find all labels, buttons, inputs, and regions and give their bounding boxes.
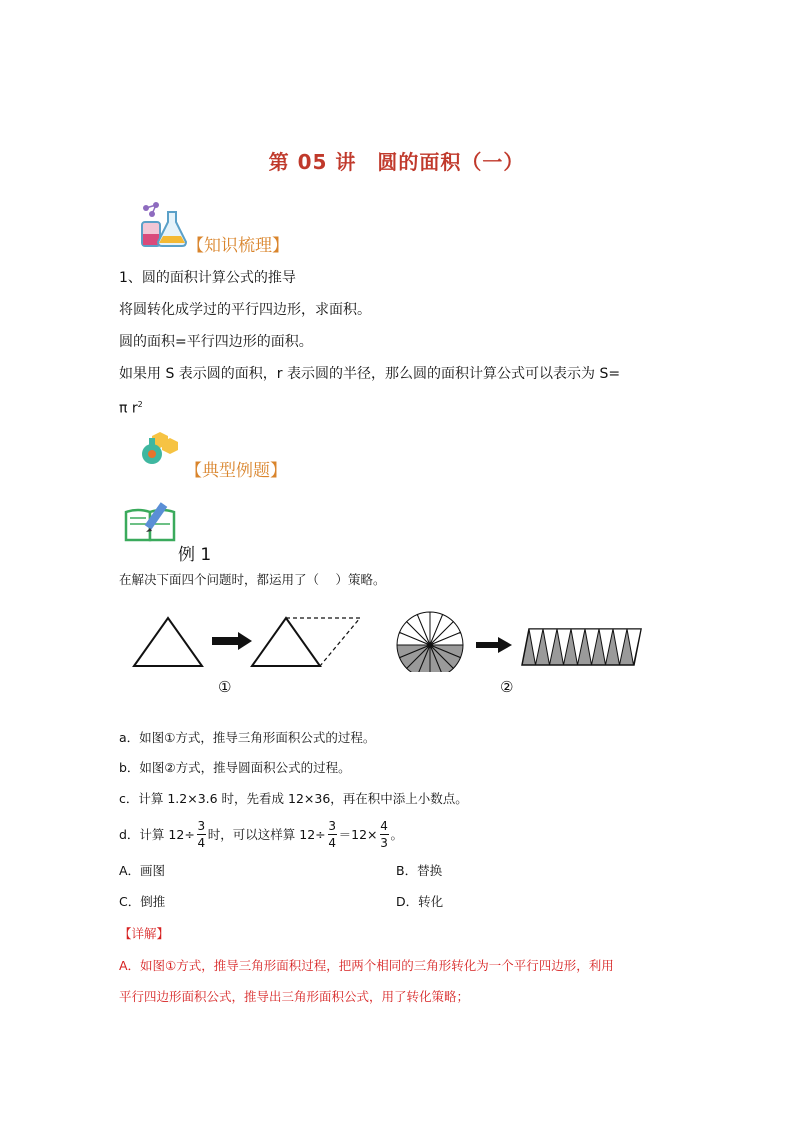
arrow-shaft (212, 637, 238, 645)
lab-icon (138, 430, 182, 466)
triangle-copy (252, 618, 320, 666)
answer-line2: 平行四边形面积公式，推导出三角形面积公式，用了转化策略； (119, 989, 470, 1004)
choice-b: B．替换 (396, 863, 443, 878)
answer-label: 【详解】 (119, 926, 170, 941)
option-d-end: 。 (390, 826, 404, 842)
example-label: 例 1 (178, 545, 212, 565)
knowledge-line3: 如果用 S 表示圆的面积，r 表示圆的半径，那么圆的面积计算公式可以表示为 S= (119, 366, 621, 382)
knowledge-heading: 1、圆的面积计算公式的推导 (119, 270, 296, 286)
frac2-den: 4 (328, 836, 336, 850)
arrow-head-2 (498, 637, 512, 653)
rearranged-sectors (522, 629, 641, 665)
frac3-den: 3 (380, 836, 388, 850)
example-question: 在解决下面四个问题时，都运用了（ ）策略。 (119, 572, 386, 587)
choice-d: D．转化 (396, 894, 444, 909)
sector-circle (397, 612, 463, 672)
formula-base: π r (119, 400, 138, 417)
frac2-num: 3 (328, 819, 336, 833)
figure-triangle-to-parallelogram (128, 610, 378, 670)
dashed-triangle (286, 618, 360, 666)
option-d-mid: 时，可以这样算 12÷ (207, 826, 326, 842)
choice-a: A．画图 (119, 863, 166, 878)
option-b: b．如图②方式，推导圆面积公式的过程。 (119, 760, 351, 775)
option-c: c．计算 1.2×3.6 时，先看成 12×36，再在积中添上小数点。 (119, 791, 468, 806)
option-d-pre: d．计算 12÷ (119, 826, 195, 842)
arrow-shaft-2 (476, 642, 500, 648)
fraction-1 (197, 819, 206, 850)
frac1-num: 3 (197, 819, 206, 833)
knowledge-line1: 将圆转化成学过的平行四边形，求面积。 (119, 302, 371, 318)
fraction-3 (380, 819, 389, 850)
option-d (119, 819, 403, 850)
book-pencil-icon (124, 500, 178, 544)
area-formula (119, 395, 143, 419)
figure2-label: ② (500, 678, 514, 696)
section-knowledge-label: 【知识梳理】 (187, 236, 289, 256)
knowledge-line2: 圆的面积=平行四边形的面积。 (119, 334, 313, 350)
figure1-label: ① (218, 678, 232, 696)
formula-exponent: 2 (137, 400, 143, 409)
page-title: 第 05 讲 圆的面积（一） (268, 150, 525, 174)
triangle-shape (134, 618, 202, 666)
fraction-2 (328, 819, 337, 850)
section-examples-label: 【典型例题】 (185, 461, 287, 481)
frac3-num: 4 (380, 819, 388, 833)
arrow-head (238, 632, 252, 650)
option-a: a．如图①方式，推导三角形面积公式的过程。 (119, 730, 376, 745)
choice-c: C．倒推 (119, 894, 166, 909)
option-d-eq: ＝12× (338, 826, 378, 842)
flask-icon (136, 200, 188, 248)
answer-line1: A．如图①方式，推导三角形面积过程，把两个相同的三角形转化为一个平行四边形，利用 (119, 958, 614, 973)
figure-circle-to-parallelogram (394, 610, 644, 672)
frac1-den: 4 (197, 836, 206, 850)
